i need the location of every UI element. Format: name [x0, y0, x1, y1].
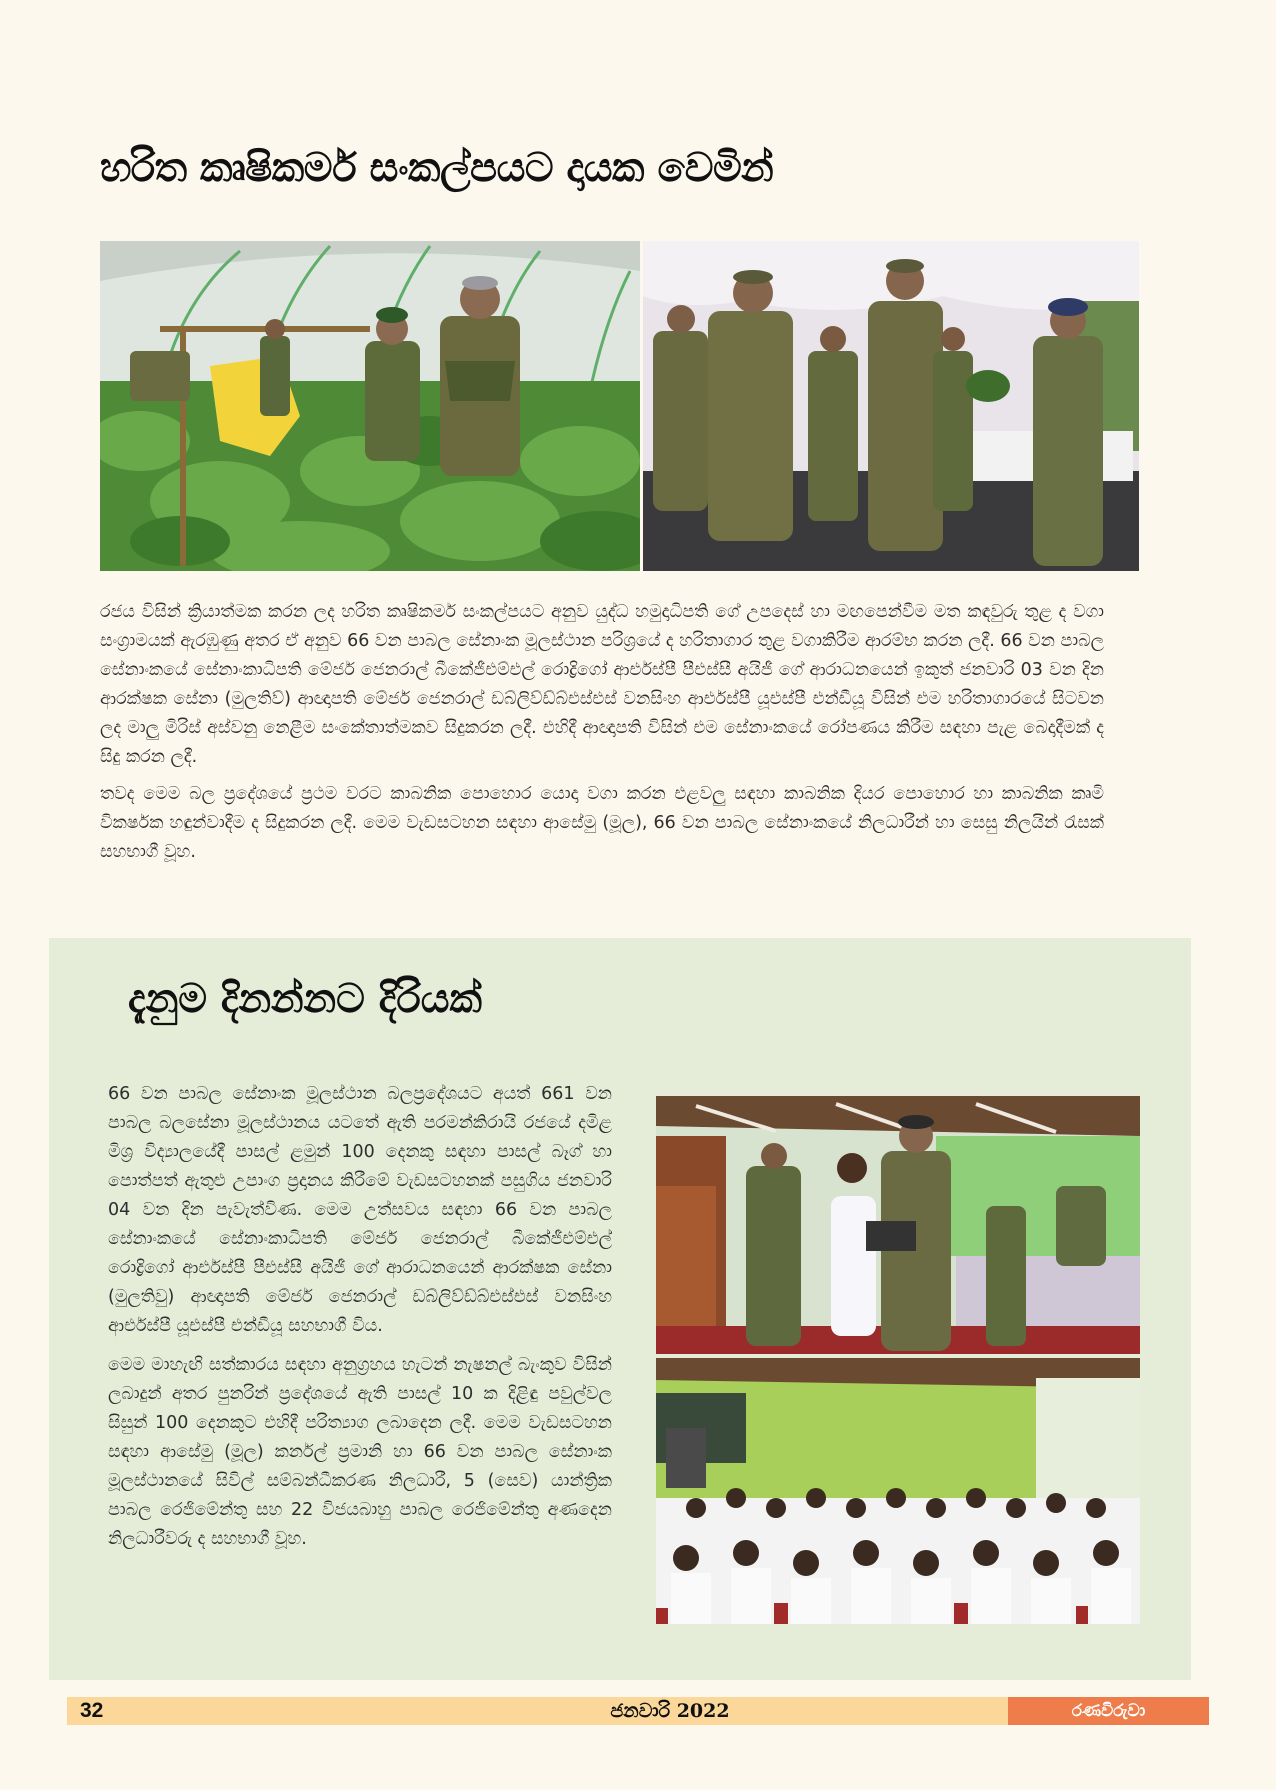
- article-paragraph: තවද මෙම බල ප්‍රදේශයේ ප්‍රථම වරට කාබනික පොහොර යොදා වගා කරන එළවලු සඳහා කාබනික දියර පොහොර හා කාබනික කෘමි විකර්ෂක හඳුන්වාදීම ද සිදුකරන ලදී. මෙම වැඩසටහන සඳහා ආසේමු (මූල), 66 වන පාබල සේනාංකයේ නිලධාරීන් හා සෙසු නිලයින් රැසක් සහභාගී වූහ.: [100, 784, 1104, 862]
- plant-distribution-photo: [643, 241, 1139, 571]
- issue-date: ජනවාරි 2022: [610, 1700, 730, 1722]
- page-number: 32: [80, 1699, 104, 1722]
- magazine-name: රණවිරුවා: [1071, 1701, 1146, 1721]
- students-assembly-photo: [656, 1358, 1140, 1624]
- feature-paragraph: මෙම මාහැඟි සත්කාරය සඳහා අනුග්‍රහය හැටන් නැෂනල් බැංකුව විසින් ලබාදුන් අතර පුනරින් ප්‍රදේශයේ ඇති පාසල් 10 ක දිළිඳු පවුල්වල සිසුන් 100 දෙනකුට එහිදී පරිත්‍යාග ලබාදෙන ලදී. මෙම වැඩසටහන සඳහා ආසේමු (මූල) කර්නල් ප්‍රමානි හා 66 වන පාබල සේනාංක මූලස්ථානයේ සිවිල් සම්බන්ධීකරණ නිලධාරී, 5 (සෙව) යාන්ත්‍රික පාබල රෙජිමේන්තු සහ 22 විජයබාහු පාබල රෙජිමේන්තු අණදෙන නිලධාරීවරු ද සහභාගී වූහ.: [108, 1355, 612, 1549]
- feature-body: [108, 1080, 612, 1564]
- feature-paragraph: 66 වන පාබල සේනාංක මූලස්ථාන බලප්‍රදේශයට අයත් 661 වන පාබල බලසේනා මූලස්ථානය යටතේ ඇති පරමන්කිරායි රජයේ දමිළ මිශ්‍ර විද්‍යාලයේදී පාසල් ළමුන් 100 දෙනකු සඳහා පාසල් බෑග් හා පොත්පත් ඇතුළු උපාංග ප්‍රදානය කිරීමේ වැඩසටහනක් පසුගිය ජනවාරි 04 වන දින පැවැත්විණ. මෙම උත්සවය සඳහා 66 වන පාබල සේනාංකයේ සේනාංකාධිපති මේජර් ජෙනරාල් බීකේජීඑම්එල් රොද්‍රිගෝ ආර්එස්පී පීඑස්සී අයිජී ගේ ආරාධනයෙන් ආරක්ෂක සේනා (මුලතිවු) ආඥාපති මේජර් ජෙනරාල් ඩබ්ලිව්ඩ්බ්එස්එස් වනසිංහ ආර්එස්පී යූඑස්පී එන්ඩීයූ සහභාගී විය.: [108, 1084, 612, 1336]
- article-body: [100, 598, 1104, 875]
- article-paragraph: රජය විසින් ක්‍රියාත්මක කරන ලද හරිත කෘෂිකර්ම සංකල්පයට අනුව යුද්ධ හමුදාධිපති ගේ උපදෙස් හා මඟපෙන්වීම මත කඳවුරු තුළ ද වගා සංග්‍රාමයක් ඇරඹුණු අතර ඒ අනුව 66 වන පාබල සේනාංක මූලස්ථාන පරිශ්‍රයේ ද හරිතාගාර තුළ වගාකිරීම ආරම්භ කරන ලදී. 66 වන පාබල සේනාංකයේ සේනාංකාධිපති මේජර් ජෙනරාල් බීකේජීඑම්එල් රොද්‍රිගෝ ආර්එස්පී පීඑස්සී අයිජී ගේ ආරාධනයෙන් ඉකුත් ජනවාරි 03 වන දින ආරක්ෂක සේනා (මුලතිව්) ආඥාපති මේජර් ජෙනරාල් ඩබ්ලිව්ඩ්බ්එස්එස් වනසිංහ ආර්එස්පී යූඑස්පී එන්ඩීයූ විසින් එම හරිතාගාරයේ සිටවන ලද මාලු මිරිස් අස්වනු නෙළීම සංකේතාත්මකව සිදුකරන ලදී. එහිදී ආඥාපති විසින් එම සේනාංකයේ රෝපණය කිරීම සඳහා පැළ බෙදාදීමක් ද සිදු කරන ලදී.: [100, 602, 1104, 767]
- article-title: හරිත කෘෂිකර්ම සංකල්පයට දායක වෙමින්: [100, 144, 774, 191]
- feature-title: දැනුම දිනන්නට දිරියක්: [128, 975, 482, 1022]
- greenhouse-inspection-photo: [100, 241, 640, 571]
- donation-handover-photo: [656, 1096, 1140, 1354]
